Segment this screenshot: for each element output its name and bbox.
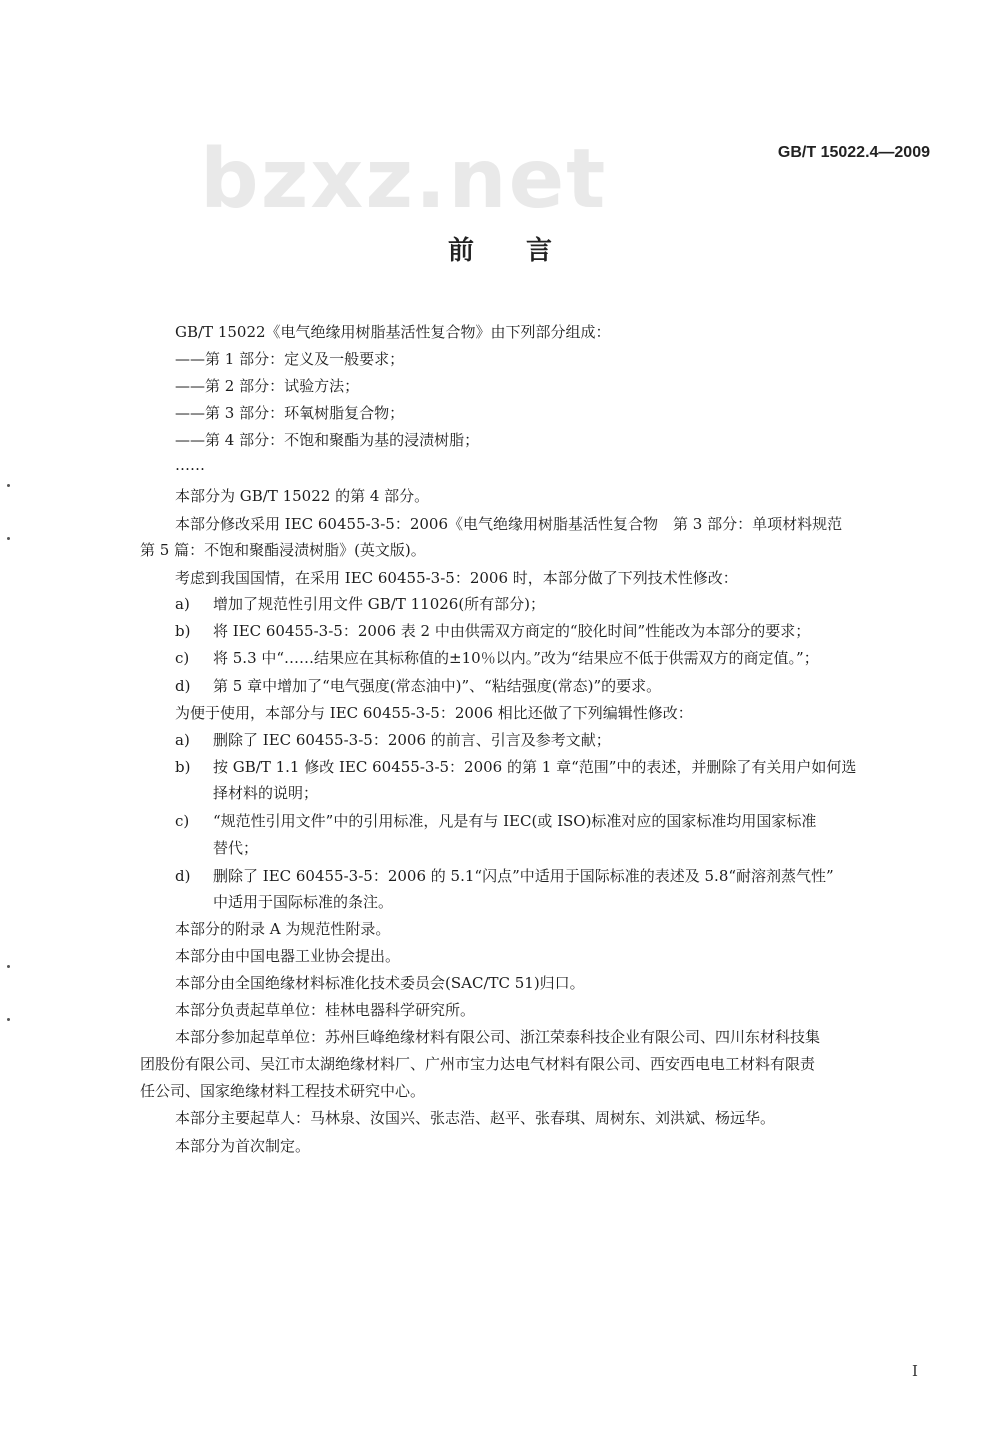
list-label: c) (175, 649, 190, 667)
paragraph: 本部分参加起草单位：苏州巨峰绝缘材料有限公司、浙江荣泰科技企业有限公司、四川东材科技集 (175, 1028, 821, 1046)
margin-mark (7, 965, 10, 968)
list-label: a) (175, 731, 190, 749)
paragraph: 本部分修改采用 IEC 60455-3-5：2006《电气绝缘用树脂基活性复合物 第 3 部分：单项材料规范 (175, 515, 843, 533)
list-item-continuation: 择材料的说明； (213, 784, 319, 802)
list-label: a) (175, 595, 190, 613)
list-item-continuation: 替代； (213, 839, 259, 857)
part-list-item: ——第 3 部分：环氧树脂复合物； (175, 404, 405, 422)
paragraph-intro: GB/T 15022《电气绝缘用树脂基活性复合物》由下列部分组成： (175, 323, 611, 341)
list-item: 将 5.3 中“……结果应在其标称值的±10％以内。”改为“结果应不低于供需双方的商定值。”； (213, 649, 819, 667)
paragraph: 考虑到我国国情，在采用 IEC 60455-3-5：2006 时，本部分做了下列技术性修改： (175, 569, 738, 587)
paragraph-continuation: 第 5 篇：不饱和聚酯浸渍树脂》(英文版)。 (140, 541, 426, 559)
list-item: 按 GB/T 1.1 修改 IEC 60455-3-5：2006 的第 1 章“范围”中的表述，并删除了有关用户如何选 (213, 758, 857, 776)
list-item: “规范性引用文件”中的引用标准，凡是有与 IEC(或 ISO)标准对应的国家标准均用国家标准 (213, 812, 817, 830)
list-item-continuation: 中适用于国际标准的条注。 (213, 893, 394, 911)
paragraph-continuation: 任公司、国家绝缘材料工程技术研究中心。 (140, 1082, 426, 1100)
list-label: b) (175, 622, 191, 640)
list-item: 删除了 IEC 60455-3-5：2006 的 5.1“闪点”中适用于国际标准的表述及 5.8“耐溶剂蒸气性” (213, 867, 834, 885)
paragraph: 本部分负责起草单位：桂林电器科学研究所。 (175, 1001, 476, 1019)
paragraph: 本部分为 GB/T 15022 的第 4 部分。 (175, 487, 430, 505)
part-list-item: ——第 4 部分：不饱和聚酯为基的浸渍树脂； (175, 431, 480, 449)
paragraph: 本部分由中国电器工业协会提出。 (175, 947, 401, 965)
margin-mark (7, 1018, 10, 1021)
paragraph: 本部分为首次制定。 (175, 1137, 311, 1155)
part-list-item: ——第 2 部分：试验方法； (175, 377, 360, 395)
paragraph: 为便于使用，本部分与 IEC 60455-3-5：2006 相比还做了下列编辑性修改： (175, 704, 693, 722)
list-label: d) (175, 867, 191, 885)
standard-code: GB/T 15022.4—2009 (777, 144, 930, 161)
margin-mark (7, 537, 10, 540)
part-list-item: ——第 1 部分：定义及一般要求； (175, 350, 405, 368)
page-title: 前言 (447, 236, 604, 266)
part-list-ellipsis: …… (175, 456, 205, 474)
paragraph: 本部分主要起草人：马林泉、汝国兴、张志浩、赵平、张春琪、周树东、刘洪斌、杨远华。 (175, 1109, 776, 1127)
list-item: 将 IEC 60455-3-5：2006 表 2 中由供需双方商定的“胶化时间”性能改为本部分的要求； (213, 622, 811, 640)
list-label: b) (175, 758, 191, 776)
list-item: 删除了 IEC 60455-3-5：2006 的前言、引言及参考文献； (213, 731, 611, 749)
paragraph: 本部分的附录 A 为规范性附录。 (175, 920, 391, 938)
watermark: bzxz.net (200, 132, 608, 227)
margin-mark (7, 484, 10, 487)
list-item: 第 5 章中增加了“电气强度(常态油中)”、“粘结强度(常态)”的要求。 (213, 677, 662, 695)
paragraph-continuation: 团股份有限公司、吴江市太湖绝缘材料厂、广州市宝力达电气材料有限公司、西安西电电工材料有限责 (140, 1055, 816, 1073)
page-number: I (912, 1362, 918, 1380)
list-label: d) (175, 677, 191, 695)
paragraph: 本部分由全国绝缘材料标准化技术委员会(SAC/TC 51)归口。 (175, 974, 585, 992)
list-item: 增加了规范性引用文件 GB/T 11026(所有部分)； (213, 595, 546, 613)
list-label: c) (175, 812, 190, 830)
